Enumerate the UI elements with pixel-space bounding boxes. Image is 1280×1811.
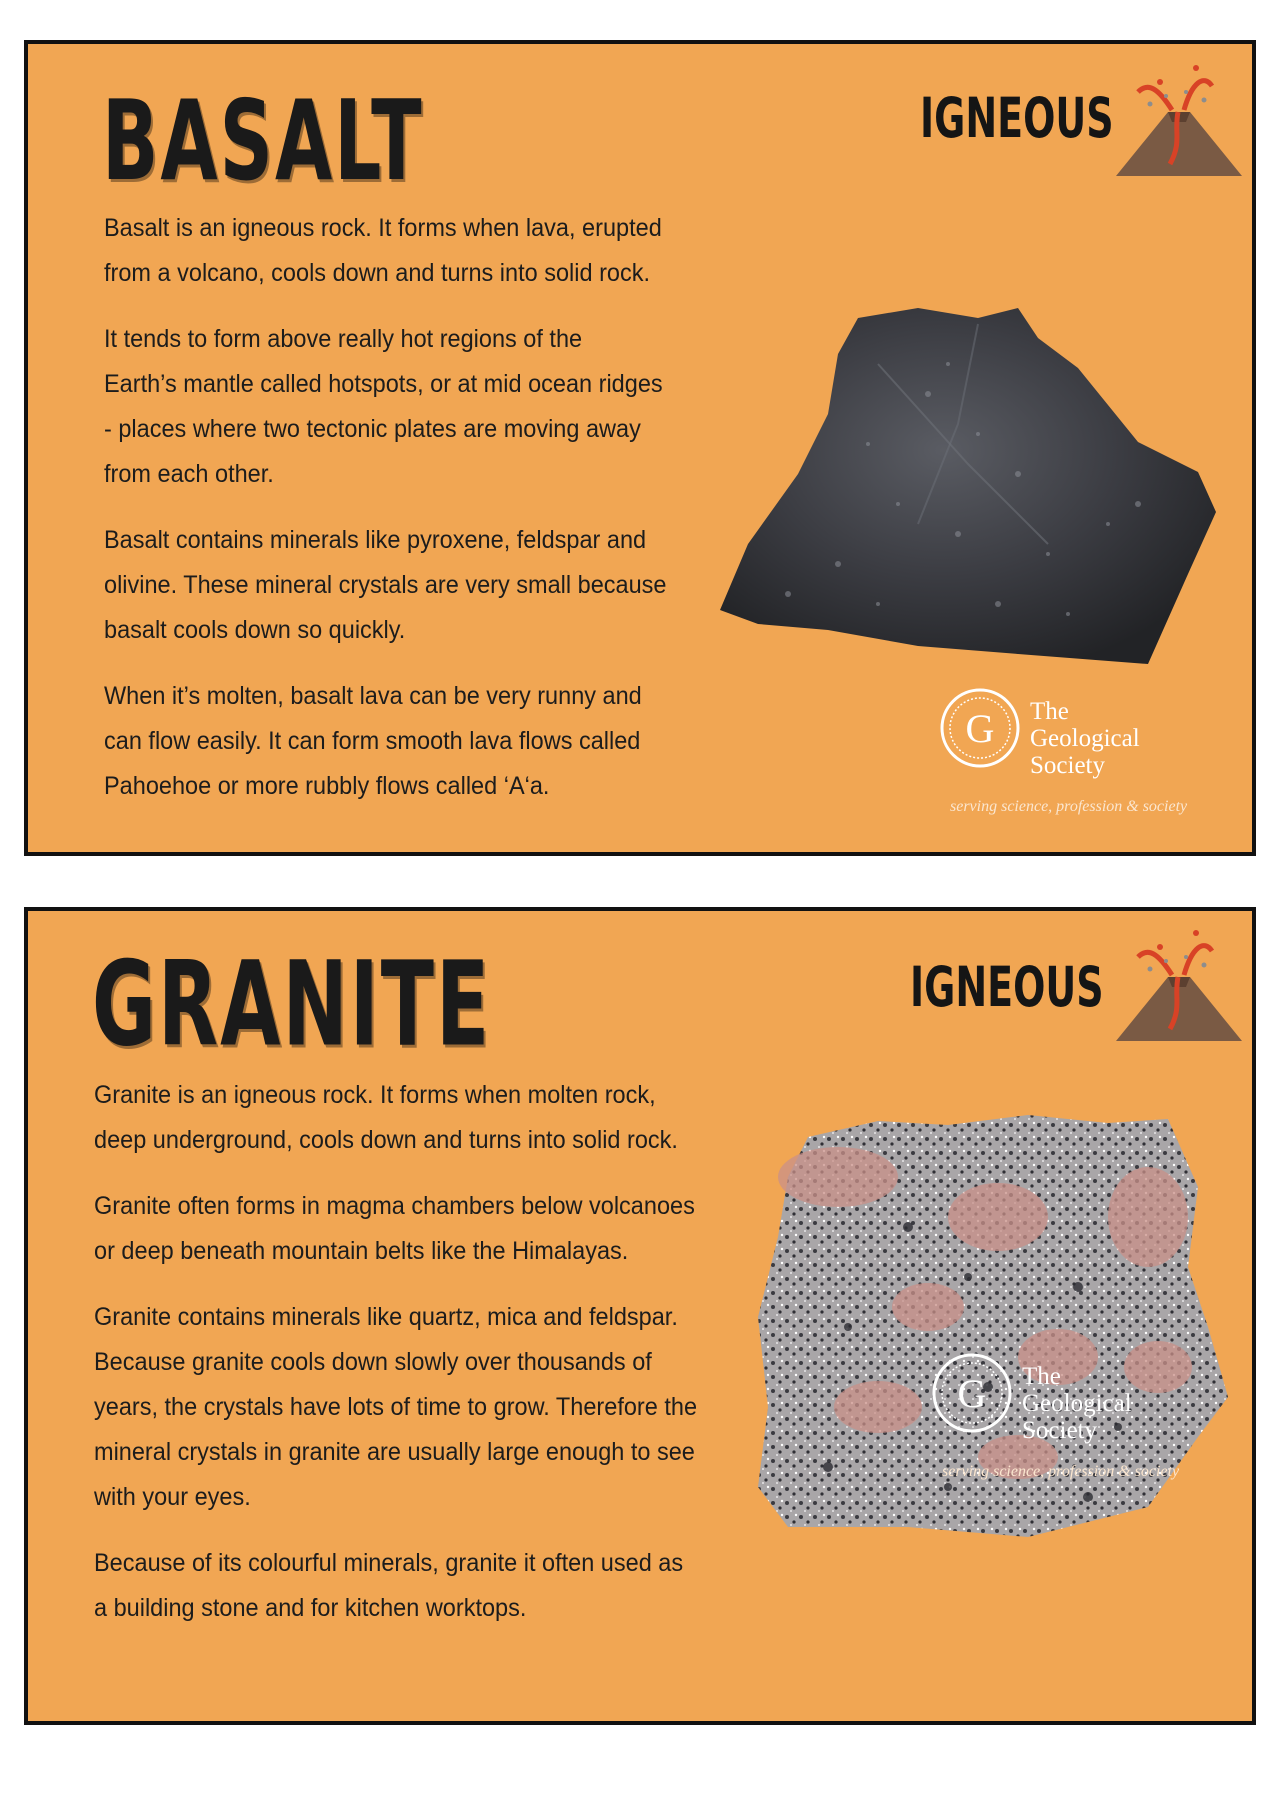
- logo-tagline: serving science, profession & society: [942, 1463, 1180, 1480]
- logo-text: The Geological Society: [1030, 698, 1140, 779]
- svg-text:G: G: [957, 1371, 987, 1416]
- geological-society-seal-icon: [930, 1351, 1014, 1435]
- volcano-icon: [1108, 917, 1248, 1047]
- paragraph: Granite contains minerals like quartz, mica and feldspar. Because granite cools down slowly over thousands of years, the crystals have lots of time to grow. Therefore the mineral crystals in granite are usually large enough to see with your eyes.: [94, 1303, 698, 1511]
- basalt-rock-image: [718, 304, 1228, 684]
- paragraph: It tends to form above really hot regions of the Earth’s mantle called hotspots, or at mid ocean ridges - places where two tectonic plates are moving away from each other.: [104, 325, 663, 488]
- card-title: GRANITE: [92, 938, 492, 1073]
- volcano-icon: [1108, 52, 1248, 182]
- logo-tagline: serving science, profession & society: [950, 798, 1188, 815]
- paragraph: Basalt contains minerals like pyroxene, feldspar and olivine. These mineral crystals are very small because basalt cools down so quickly.: [104, 526, 667, 644]
- description: [94, 1073, 736, 1652]
- paragraph: Basalt is an igneous rock. It forms when lava, erupted from a volcano, cools down and turns into solid rock.: [104, 214, 662, 287]
- granite-card: [24, 907, 1256, 1725]
- paragraph: Granite is an igneous rock. It forms when molten rock, deep underground, cools down and turns into solid rock.: [94, 1081, 678, 1154]
- geological-society-logo: [930, 1351, 1230, 1491]
- category-badge: IGNEOUS: [920, 86, 1114, 150]
- geological-society-logo: [938, 686, 1238, 826]
- card-title: BASALT: [102, 77, 424, 206]
- paragraph: When it’s molten, basalt lava can be very runny and can flow easily. It can form smooth lava flows called Pahoehoe or more rubbly flows called ‘A‘a.: [104, 682, 642, 800]
- category-badge: IGNEOUS: [910, 955, 1104, 1019]
- description: [104, 206, 702, 830]
- basalt-card: [24, 40, 1256, 856]
- svg-text:G: G: [965, 706, 995, 751]
- logo-text: The Geological Society: [1022, 1363, 1132, 1444]
- paragraph: Because of its colourful minerals, granite it often used as a building stone and for kitchen worktops.: [94, 1549, 684, 1622]
- geological-society-seal-icon: [938, 686, 1022, 770]
- paragraph: Granite often forms in magma chambers below volcanoes or deep beneath mountain belts like the Himalayas.: [94, 1192, 695, 1265]
